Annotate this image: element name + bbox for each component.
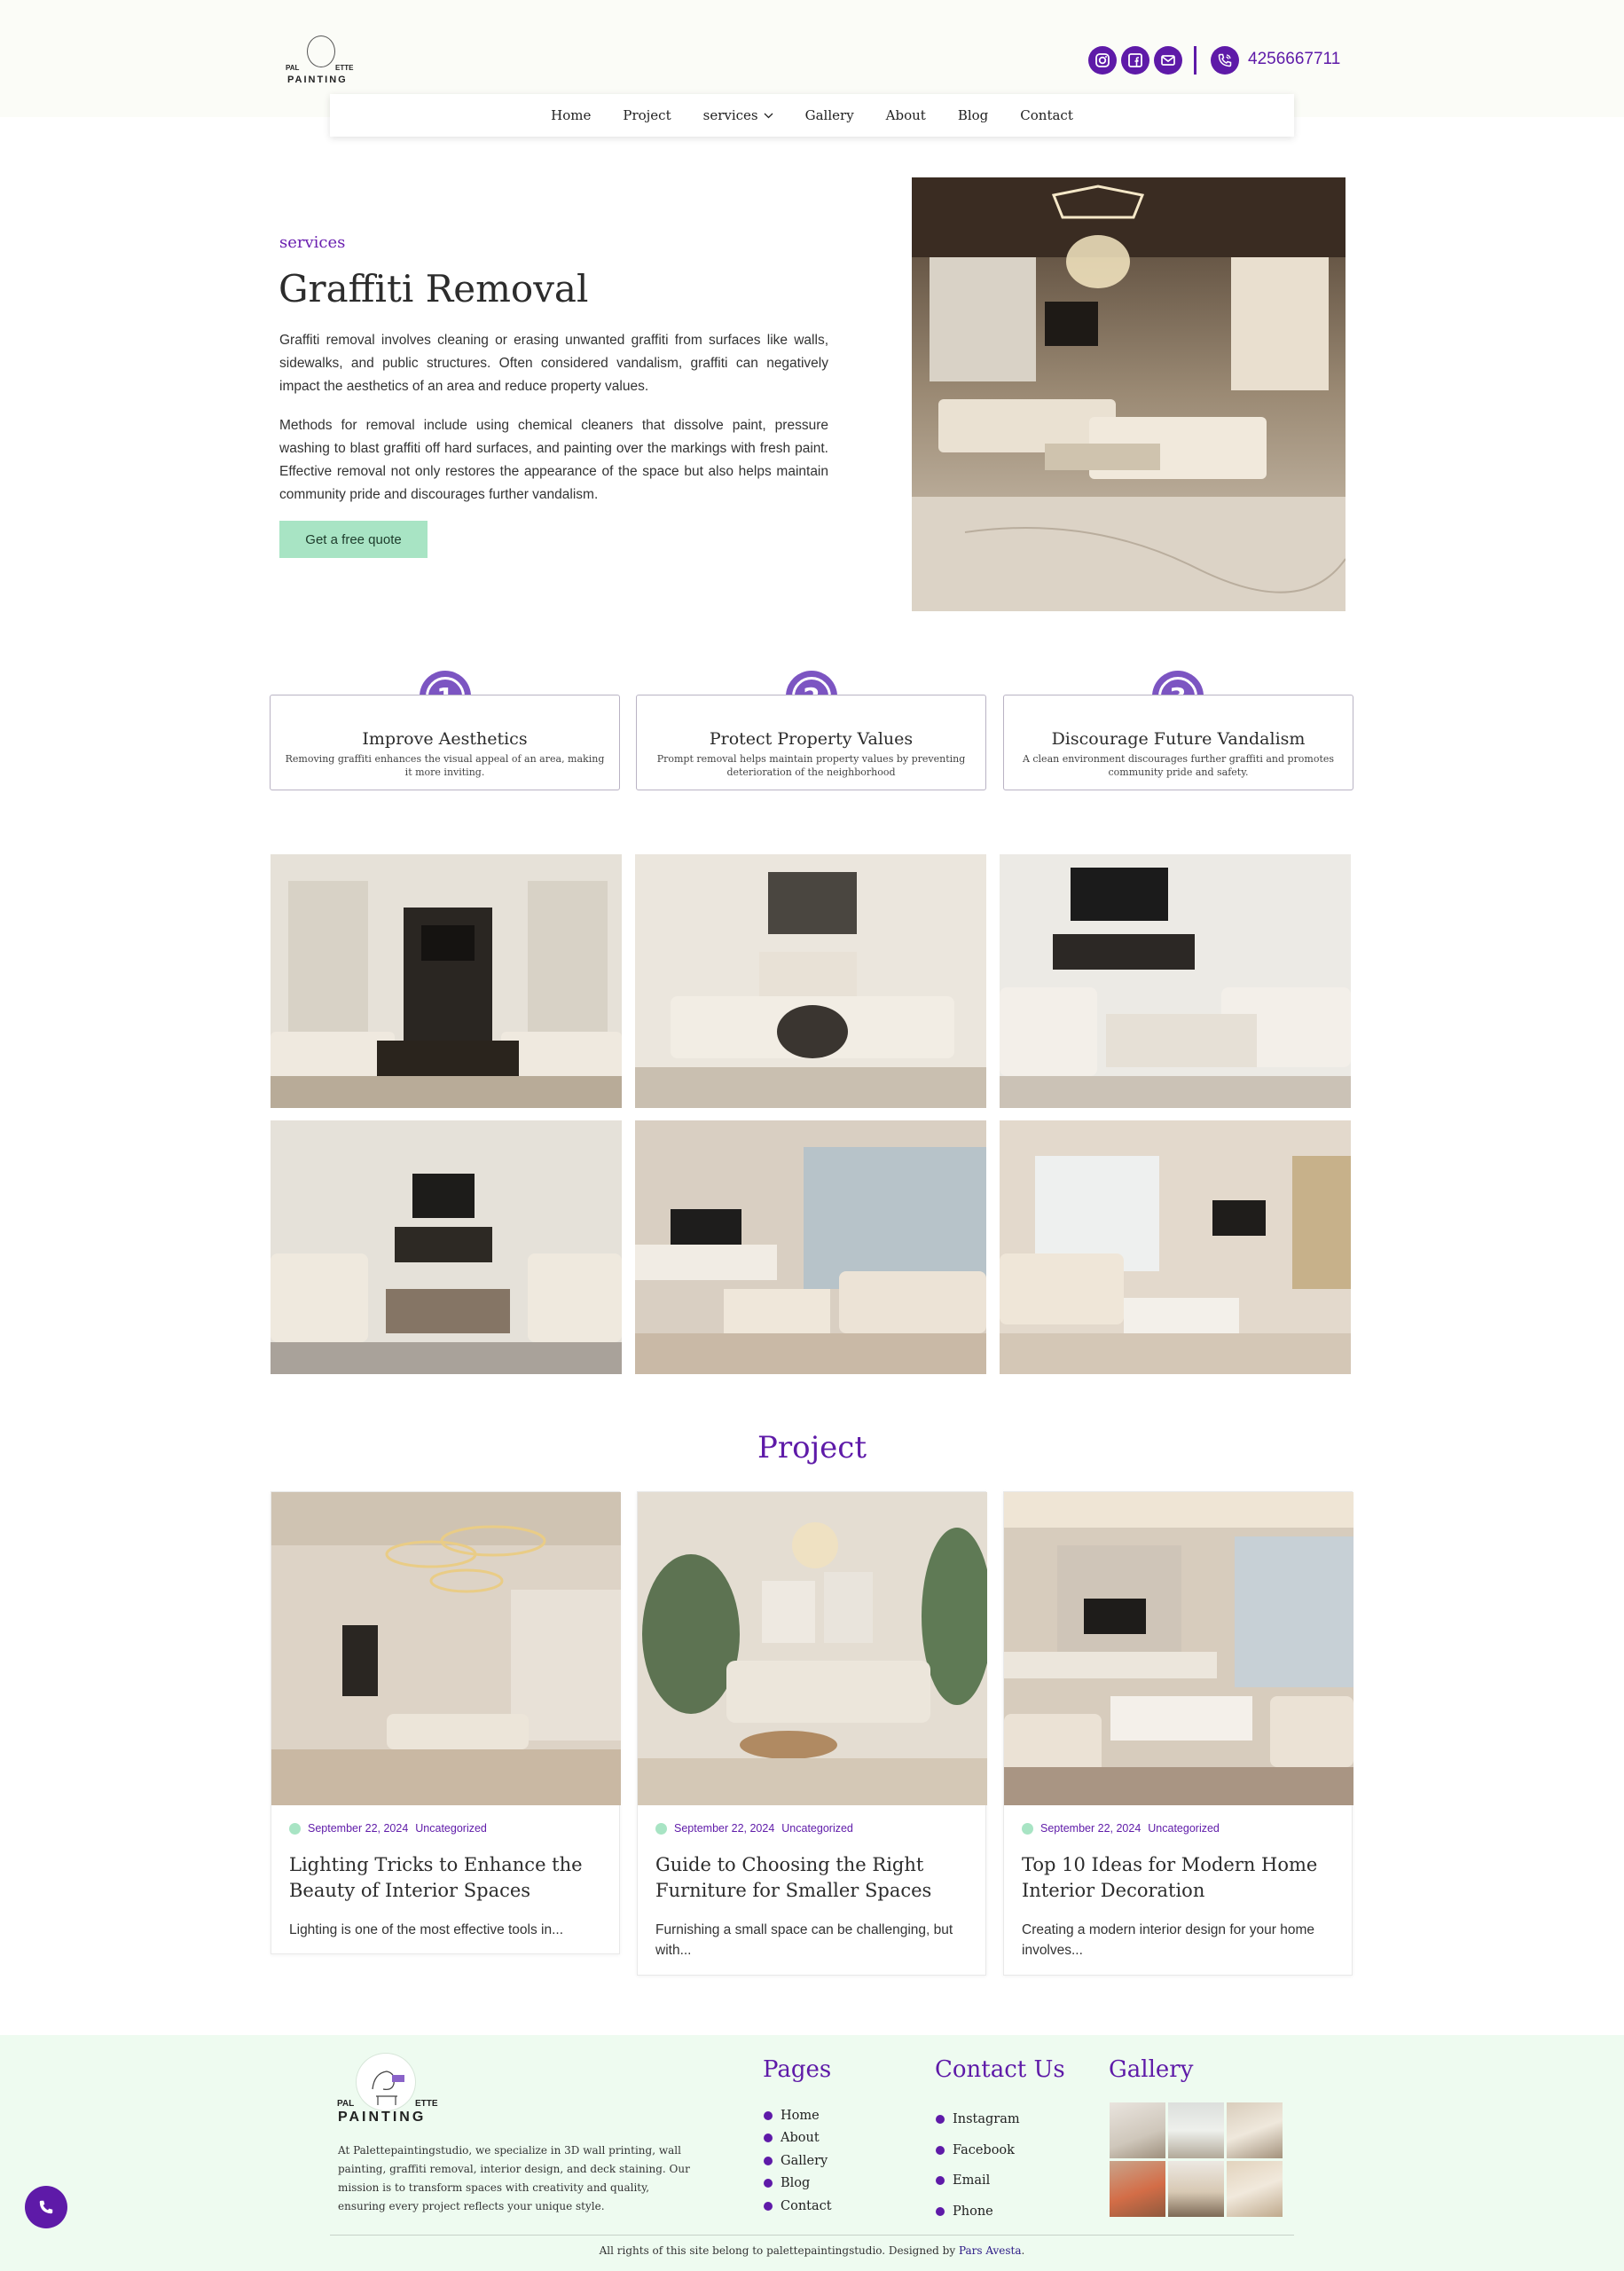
footer-link-gallery[interactable] xyxy=(764,2149,832,2173)
project-card-category[interactable]: Uncategorized xyxy=(781,1822,853,1835)
logo-text-ette: ETTE xyxy=(415,2099,438,2109)
footer-link-facebook[interactable] xyxy=(936,2135,1020,2166)
service-description-2: Methods for removal include using chemical cleaners that dissolve paint, pressure washing to blast graffiti off hard surfaces, and painting over the markings with fresh paint. Effective removal not only restores the appearance of the space but also helps maintain community pride and discourages further vandalism. xyxy=(279,418,828,502)
footer-link-label: Email xyxy=(953,2173,991,2188)
nav-item-blog[interactable]: Blog xyxy=(957,107,989,123)
designer-link[interactable]: Pars Avesta xyxy=(958,2244,1022,2257)
project-card-date: September 22, 2024 xyxy=(674,1822,775,1835)
footer-contact-list xyxy=(936,2104,1020,2227)
project-card-image xyxy=(1004,1492,1353,1805)
project-card-title[interactable]: Guide to Choosing the Right Furniture for Smaller Spaces xyxy=(655,1854,932,1901)
footer-gallery-thumb[interactable] xyxy=(1110,2161,1165,2217)
bullet-icon xyxy=(764,2157,773,2165)
feature-title: Discourage Future Vandalism xyxy=(1051,729,1306,749)
main-navigation xyxy=(330,94,1294,137)
project-card[interactable] xyxy=(1003,1491,1353,1976)
project-card-excerpt: Furnishing a small space can be challenging, but with... xyxy=(655,1922,953,1958)
gallery-image[interactable] xyxy=(635,854,986,1108)
service-category-label: services xyxy=(279,233,346,252)
date-dot-icon xyxy=(1022,1823,1033,1835)
logo-text-pal: PAL xyxy=(286,64,300,72)
date-dot-icon xyxy=(289,1823,301,1835)
copyright-text xyxy=(0,2244,1624,2257)
phone-icon[interactable] xyxy=(1211,46,1239,75)
footer-gallery-thumb[interactable] xyxy=(1168,2102,1224,2158)
project-card-title[interactable]: Top 10 Ideas for Modern Home Interior Decoration xyxy=(1022,1854,1318,1901)
bullet-icon xyxy=(936,2207,945,2216)
project-card-meta xyxy=(289,1822,487,1835)
feature-title: Protect Property Values xyxy=(709,729,914,749)
project-card-category[interactable]: Uncategorized xyxy=(1148,1822,1220,1835)
feature-text: Prompt removal helps maintain property values by preventing deterioration of the neighborhood xyxy=(656,753,966,778)
feature-card xyxy=(636,695,986,790)
project-card[interactable] xyxy=(271,1491,620,1954)
project-card-date: September 22, 2024 xyxy=(1040,1822,1142,1835)
project-card-excerpt: Creating a modern interior design for your home involves... xyxy=(1022,1922,1314,1958)
footer-link-contact[interactable] xyxy=(764,2195,832,2218)
gallery-image[interactable] xyxy=(1000,1120,1351,1374)
bullet-icon xyxy=(936,2115,945,2124)
footer-gallery-thumb[interactable] xyxy=(1227,2161,1283,2217)
logo-mark-icon xyxy=(307,35,335,67)
footer-link-label: Gallery xyxy=(781,2153,828,2168)
service-description-1: Graffiti removal involves cleaning or erasing unwanted graffiti from surfaces like walls, sidewalks, and public structures. Often considered vandalism, graffiti can negatively impact the aesthetics of an area and reduce property values. xyxy=(279,333,828,394)
footer-link-label: Home xyxy=(781,2108,820,2123)
phone-icon xyxy=(37,2198,55,2216)
nav-item-project[interactable]: Project xyxy=(623,107,671,123)
page-title: Graffiti Removal xyxy=(279,267,589,310)
get-quote-button[interactable]: Get a free quote xyxy=(279,521,428,558)
footer-gallery-title: Gallery xyxy=(1109,2056,1194,2083)
footer-link-label: Phone xyxy=(953,2204,993,2219)
header-phone-number[interactable]: 4256667711 xyxy=(1248,50,1341,68)
gallery-image[interactable] xyxy=(635,1120,986,1374)
nav-item-home[interactable]: Home xyxy=(551,107,592,123)
hero-living-room-image xyxy=(912,177,1345,611)
social-links xyxy=(1088,46,1182,75)
logo-text-pal: PAL xyxy=(337,2099,355,2109)
logo-text-ette: ETTE xyxy=(335,64,354,72)
feature-text: Removing graffiti enhances the visual appeal of an area, making it more inviting. xyxy=(285,753,605,778)
project-card-meta xyxy=(655,1822,853,1835)
gallery-image[interactable] xyxy=(271,1120,622,1374)
project-card-meta xyxy=(1022,1822,1220,1835)
footer-contact-title: Contact Us xyxy=(935,2056,1065,2083)
footer-gallery-grid xyxy=(1110,2102,1283,2217)
footer-link-blog[interactable] xyxy=(764,2173,832,2196)
project-card-date: September 22, 2024 xyxy=(308,1822,409,1835)
nav-item-about[interactable]: About xyxy=(885,107,926,123)
nav-item-services[interactable] xyxy=(687,107,789,123)
bullet-icon xyxy=(764,2202,773,2211)
bullet-icon xyxy=(936,2146,945,2155)
footer-gallery-thumb[interactable] xyxy=(1110,2102,1165,2158)
site-logo[interactable] xyxy=(284,35,355,89)
feature-title: Improve Aesthetics xyxy=(362,729,528,749)
facebook-icon[interactable] xyxy=(1121,46,1149,75)
project-card-title[interactable]: Lighting Tricks to Enhance the Beauty of Interior Spaces xyxy=(289,1854,583,1901)
footer-link-label: Instagram xyxy=(953,2112,1020,2127)
email-icon[interactable] xyxy=(1154,46,1182,75)
bullet-icon xyxy=(764,2133,773,2142)
footer-link-label: Contact xyxy=(781,2198,832,2213)
feature-text: A clean environment discourages further graffiti and promotes community pride and safety. xyxy=(1022,753,1335,778)
gallery-image[interactable] xyxy=(1000,854,1351,1108)
nav-item-services-label: services xyxy=(702,107,758,123)
instagram-icon[interactable] xyxy=(1088,46,1117,75)
footer-link-email[interactable] xyxy=(936,2165,1020,2196)
bullet-icon xyxy=(936,2176,945,2185)
footer-link-phone[interactable] xyxy=(936,2196,1020,2228)
footer-link-home[interactable] xyxy=(764,2104,832,2127)
project-card-image xyxy=(271,1492,621,1805)
logo-text-painting: PAINTING xyxy=(287,75,348,85)
feature-card xyxy=(1003,695,1353,790)
chevron-down-icon xyxy=(764,113,773,119)
footer-pages-title: Pages xyxy=(763,2056,832,2083)
footer-link-about[interactable] xyxy=(764,2127,832,2150)
footer-link-instagram[interactable] xyxy=(936,2104,1020,2135)
header-divider xyxy=(1194,46,1196,75)
logo-mark-icon xyxy=(356,2053,416,2111)
copyright-suffix: . xyxy=(1021,2244,1025,2257)
gallery-image[interactable] xyxy=(271,854,622,1108)
project-card-category[interactable]: Uncategorized xyxy=(415,1822,487,1835)
footer-link-label: Facebook xyxy=(953,2142,1015,2157)
footer-logo[interactable] xyxy=(337,2053,443,2127)
project-card-image xyxy=(638,1492,987,1805)
project-section-title: Project xyxy=(757,1430,867,1466)
footer-divider xyxy=(330,2235,1294,2236)
footer-pages-list xyxy=(764,2104,832,2218)
bullet-icon xyxy=(764,2179,773,2188)
footer-gallery-thumb[interactable] xyxy=(1227,2102,1283,2158)
feature-card xyxy=(270,695,620,790)
copyright-prefix: All rights of this site belong to palettepaintingstudio. Designed by xyxy=(599,2244,959,2257)
project-card[interactable] xyxy=(637,1491,986,1976)
logo-text-painting: PAINTING xyxy=(338,2110,427,2125)
bullet-icon xyxy=(764,2111,773,2120)
footer-link-label: About xyxy=(781,2131,820,2146)
footer-link-label: Blog xyxy=(781,2176,811,2191)
footer-about-text: At Palettepaintingstudio, we specialize in 3D wall printing, wall painting, graffiti removal, interior design, and deck staining. Our mission is to transform spaces with creativity and quality, ensuring every project reflects your unique style. xyxy=(338,2144,690,2212)
project-card-excerpt: Lighting is one of the most effective tools in... xyxy=(289,1922,564,1937)
date-dot-icon xyxy=(655,1823,667,1835)
floating-call-button[interactable] xyxy=(25,2186,67,2228)
nav-item-gallery[interactable]: Gallery xyxy=(804,107,854,123)
nav-item-contact[interactable]: Contact xyxy=(1020,107,1073,123)
footer-gallery-thumb[interactable] xyxy=(1168,2161,1224,2217)
